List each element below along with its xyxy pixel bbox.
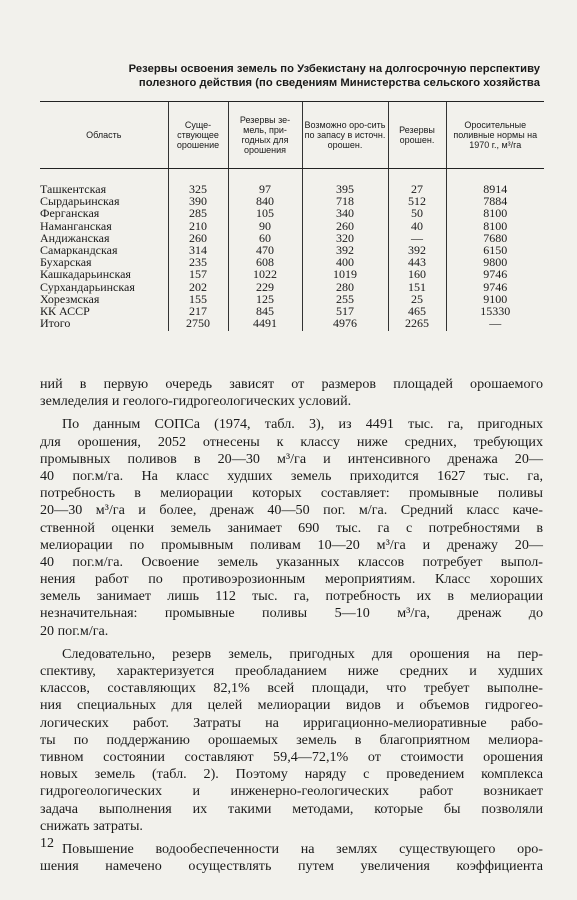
value-cell: — <box>446 317 544 331</box>
table-caption <box>40 62 540 90</box>
text-line: Следовательно, резерв земель, пригодных для орошения на пер- <box>62 645 543 662</box>
value-cell: 2750 <box>168 317 228 331</box>
text-line: снижать затраты. <box>40 817 143 834</box>
value-cell: 157 <box>168 268 228 280</box>
region-cell: Итого <box>40 316 71 331</box>
region-cell: Сурхандарьинская <box>40 279 135 294</box>
paragraph <box>40 376 543 410</box>
value-cell: 90 <box>228 220 302 232</box>
value-cell: 15330 <box>446 305 544 317</box>
value-cell: 340 <box>302 207 388 219</box>
value-cell: 7680 <box>446 232 544 244</box>
value-cell: 9800 <box>446 256 544 268</box>
value-cell: 840 <box>228 195 302 207</box>
value-cell: 285 <box>168 207 228 219</box>
paragraph <box>40 416 543 639</box>
table-row <box>40 268 544 280</box>
value-cell: 512 <box>388 195 446 207</box>
value-cell: 105 <box>228 207 302 219</box>
value-cell: 390 <box>168 195 228 207</box>
text-line: 20—30 м³/га и более, дренаж 40—50 пог. м/га. Средний класс каче- <box>40 502 543 519</box>
value-cell: 1019 <box>302 268 388 280</box>
value-cell: 27 <box>388 169 446 196</box>
value-cell: 260 <box>302 220 388 232</box>
text-line: потребность в мелиорации которых составляет: промывные поливы <box>40 485 543 502</box>
value-cell: 217 <box>168 305 228 317</box>
text-line: промывных поливов в 20—30 м³/га и интенсивного дренажа 20— <box>40 450 543 467</box>
value-cell: 280 <box>302 281 388 293</box>
value-cell: 97 <box>228 169 302 196</box>
text-line: По данным СОПСа (1974, табл. 3), из 4491 тыс. га, пригодных <box>62 416 543 433</box>
text-line: 40 пог.м/га. Освоение земель указанных классов потребует выпол- <box>40 553 543 570</box>
value-cell: — <box>388 232 446 244</box>
table-row <box>40 207 544 219</box>
text-line: ний в первую очередь зависят от размеров площадей орошаемого <box>40 376 543 392</box>
table-row <box>40 305 544 317</box>
header-existing-irrigation: Суще-ствующее орошение <box>168 102 228 169</box>
page-number: 12 <box>40 836 54 851</box>
value-cell: 8914 <box>446 169 544 196</box>
value-cell: 60 <box>228 232 302 244</box>
value-cell: 465 <box>388 305 446 317</box>
text-line: земель занимает лишь 112 тыс. га, потребность их в мелиорации <box>40 588 543 605</box>
value-cell: 235 <box>168 256 228 268</box>
table-row <box>40 281 544 293</box>
text-line: задача выполнения их такими методами, которые бы позволяли <box>40 800 543 817</box>
value-cell: 155 <box>168 293 228 305</box>
value-cell: 8100 <box>446 220 544 232</box>
paragraph <box>40 646 543 835</box>
text-line: ты по поддержанию орошаемых земель в благоприятном мелиора- <box>40 731 543 748</box>
region-cell: Ташкентская <box>40 182 107 196</box>
table-row <box>40 195 544 207</box>
value-cell: 9100 <box>446 293 544 305</box>
region-cell: Ферганская <box>40 206 100 221</box>
value-cell: 325 <box>168 169 228 196</box>
value-cell: 9746 <box>446 268 544 280</box>
header-land-reserves: Резервы зе-мель, при-годных для орошения <box>228 102 302 169</box>
text-line: земледелия и геолого-гидрогеологических условий. <box>40 393 352 410</box>
region-cell: Хорезмская <box>40 291 100 306</box>
value-cell: 125 <box>228 293 302 305</box>
text-line: новых земель (табл. 2). Поэтому наряду с проведением комплекса <box>40 766 543 783</box>
table-row <box>40 220 544 232</box>
value-cell: 25 <box>388 293 446 305</box>
value-cell: 2265 <box>388 317 446 331</box>
value-cell: 6150 <box>446 244 544 256</box>
value-cell: 151 <box>388 281 446 293</box>
value-cell: 718 <box>302 195 388 207</box>
value-cell: 255 <box>302 293 388 305</box>
text-line: шения намечено осуществлять путем увеличения коэффициента <box>40 858 543 875</box>
value-cell: 9746 <box>446 281 544 293</box>
table-row <box>40 293 544 305</box>
value-cell: 392 <box>388 244 446 256</box>
paragraph <box>40 841 543 875</box>
value-cell: 4491 <box>228 317 302 331</box>
text-line: тивном состоянии составляют 59,4—72,1% от стоимости орошения <box>40 748 543 765</box>
region-cell: Андижанская <box>40 230 110 245</box>
table-header-row <box>40 102 544 169</box>
value-cell: 8100 <box>446 207 544 219</box>
text-line: 20 пог.м/га. <box>40 622 109 639</box>
value-cell: 395 <box>302 169 388 196</box>
value-cell: 314 <box>168 244 228 256</box>
text-line: ственной оценки земель занимает 690 тыс. га с потребностями в <box>40 519 543 536</box>
text-line: незначительная: промывные поливы 5—10 м³/га, дренаж до <box>40 605 543 622</box>
value-cell: 392 <box>302 244 388 256</box>
value-cell: 40 <box>388 220 446 232</box>
text-line: классов, составляющих 82,1% всей площади, что требует выполне- <box>40 680 543 697</box>
value-cell: 210 <box>168 220 228 232</box>
region-cell: Наманганская <box>40 218 112 233</box>
value-cell: 7884 <box>446 195 544 207</box>
value-cell: 202 <box>168 281 228 293</box>
text-line: Повышение водообеспеченности на землях существующего оро- <box>62 840 543 857</box>
table-row <box>40 317 544 331</box>
table-row <box>40 244 544 256</box>
value-cell: 260 <box>168 232 228 244</box>
value-cell: 608 <box>228 256 302 268</box>
header-region: Область <box>40 102 168 169</box>
text-line: для орошения, 2052 отнесены к классу ниже средних, требующих <box>40 433 543 450</box>
text-line: ния специальных для целей мелиорации видов и объемов гидрогео- <box>40 697 543 714</box>
data-table-container <box>40 101 544 331</box>
value-cell: 845 <box>228 305 302 317</box>
region-cell: Сырдарьинская <box>40 194 120 209</box>
value-cell: 400 <box>302 256 388 268</box>
header-irrigation-norms: Оросительные поливные нормы на 1970 г., м³/га <box>446 102 544 169</box>
region-cell: КК АССР <box>40 304 90 319</box>
caption-line-1: Резервы освоения земель по Узбекистану на долгосрочную перспективу <box>128 63 540 75</box>
region-cell: Кашкадарьинская <box>40 267 131 282</box>
value-cell: 229 <box>228 281 302 293</box>
value-cell: 50 <box>388 207 446 219</box>
text-line: гидрогеологических и инженерно-геологических работ возникает <box>40 783 543 800</box>
header-irrigation-reserves: Резервы орошен. <box>388 102 446 169</box>
header-possible-irrigation: Возможно оро-сить по запасу в источн. орошен. <box>302 102 388 169</box>
value-cell: 443 <box>388 256 446 268</box>
text-line: 40 пог.м/га. На класс худших земель приходится 1627 тыс. га, <box>40 467 543 484</box>
table-row <box>40 169 544 196</box>
region-cell: Самаркандская <box>40 243 118 258</box>
value-cell: 517 <box>302 305 388 317</box>
land-reserves-table <box>40 101 544 331</box>
text-line: логических работ. Затраты на ирригационно-мелиоративные рабо- <box>40 714 543 731</box>
value-cell: 320 <box>302 232 388 244</box>
text-line: мелиорации по промывным поливам 10—20 м³/га и дренажу 20— <box>40 536 543 553</box>
caption-line-2: полезного действия (по сведениям Министерства сельского хозяйства <box>138 77 540 89</box>
value-cell: 1022 <box>228 268 302 280</box>
value-cell: 160 <box>388 268 446 280</box>
region-cell: Бухарская <box>40 255 92 270</box>
value-cell: 470 <box>228 244 302 256</box>
text-line: спективу, характеризуется преобладанием ниже средних и худших <box>40 663 543 679</box>
text-line: нения работ по противоэрозионным мероприятиям. Класс хороших <box>40 571 543 588</box>
body-text <box>40 376 543 875</box>
value-cell: 4976 <box>302 317 388 331</box>
